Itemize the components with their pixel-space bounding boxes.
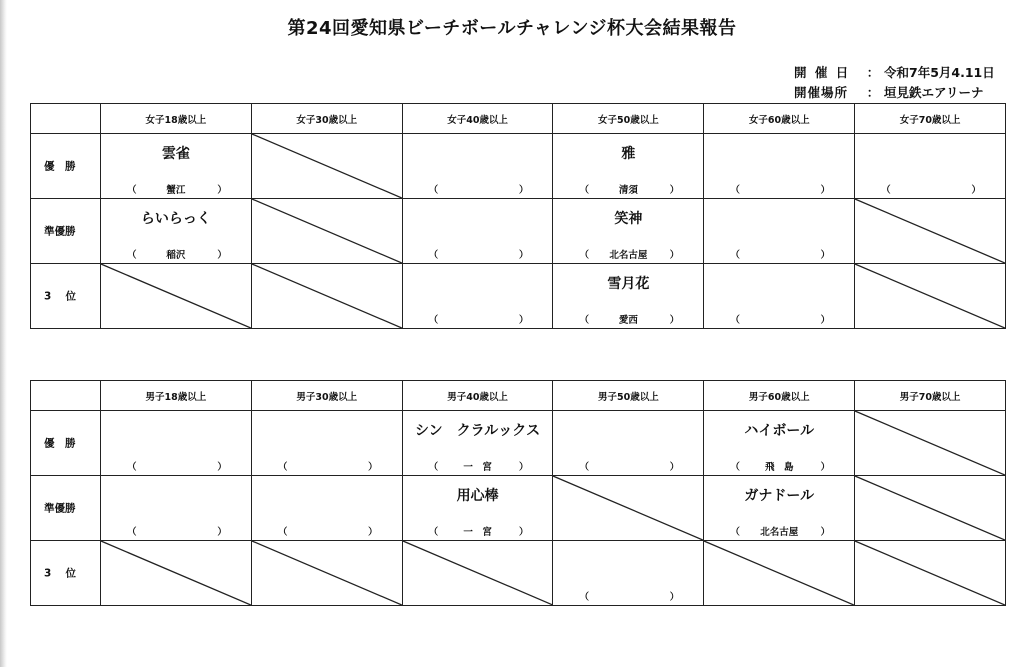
location-text: 清須 (618, 185, 638, 196)
team-name: ハイボール (744, 423, 815, 439)
paren-open: （ (579, 250, 589, 261)
diagonal-strike (403, 541, 553, 605)
empty-result-cell (101, 541, 252, 606)
event-venue-value: 垣見鉄エアリーナ (884, 85, 984, 100)
paren-open: （ (730, 185, 740, 196)
rank-label: 準優勝 (44, 225, 76, 238)
result-cell (402, 476, 553, 541)
team-location (403, 312, 553, 326)
paren-close: ） (217, 250, 227, 261)
team-location (403, 459, 553, 473)
team-location (553, 459, 703, 473)
empty-result-cell (553, 476, 704, 541)
event-date-separator: ： (866, 65, 880, 80)
paren-close: ） (820, 315, 831, 326)
empty-result-cell (855, 476, 1006, 541)
paren-open: （ (730, 250, 740, 261)
diagonal-strike (855, 411, 1005, 475)
empty-result-cell (855, 541, 1006, 606)
rank-label: 優 勝 (44, 437, 76, 450)
result-cell (101, 199, 252, 264)
team-location (101, 247, 251, 261)
paren-close: ） (820, 250, 831, 261)
team-name: らいらっく (140, 211, 211, 227)
team-location (704, 182, 854, 196)
result-cell (704, 411, 855, 476)
team-name: 笑神 (614, 211, 643, 227)
paren-open: （ (881, 185, 891, 196)
team-name: 用心棒 (456, 488, 499, 504)
event-date-value: 令和7年5月4.11日 (884, 65, 995, 80)
women-category-header: 女子40歳以上 (402, 104, 553, 134)
blank-result-cell (553, 411, 704, 476)
team-location (553, 312, 703, 326)
empty-result-cell (704, 541, 855, 606)
men-category-header: 男子30歳以上 (251, 381, 402, 411)
paren-close: ） (518, 462, 529, 473)
location-text: 飛 島 (764, 462, 794, 473)
team-name: 雪月花 (607, 276, 650, 292)
women-result-rows (31, 134, 1006, 329)
paren-open: （ (428, 527, 439, 538)
diagonal-strike (101, 264, 251, 328)
diagonal-line (252, 199, 402, 263)
diagonal-strike (855, 476, 1005, 540)
rank-cell (31, 541, 101, 606)
team-location (403, 182, 553, 196)
empty-result-cell (101, 264, 252, 329)
rank-label: 優 勝 (44, 160, 76, 173)
paren-open: （ (428, 315, 439, 326)
blank-result-cell (251, 411, 402, 476)
paren-open: （ (127, 462, 137, 473)
men-result-row (31, 476, 1006, 541)
team-location (553, 247, 703, 261)
women-results-table (30, 103, 1006, 329)
men-category-header: 男子50歳以上 (553, 381, 704, 411)
team-location (403, 247, 553, 261)
diagonal-line (855, 541, 1005, 605)
blank-result-cell (402, 264, 553, 329)
team-location (101, 182, 251, 196)
paren-open: （ (428, 462, 439, 473)
team-location (252, 459, 402, 473)
women-header-row (31, 104, 1006, 134)
paren-close: ） (217, 185, 227, 196)
paren-open: （ (730, 527, 740, 538)
paren-open: （ (730, 462, 740, 473)
result-cell (402, 411, 553, 476)
diagonal-line (252, 264, 402, 328)
diagonal-strike (252, 199, 402, 263)
paren-open: （ (428, 185, 439, 196)
diagonal-strike (101, 541, 251, 605)
men-result-row (31, 541, 1006, 606)
rank-cell (31, 411, 101, 476)
team-name: 雲雀 (161, 146, 190, 162)
paren-close: ） (820, 185, 831, 196)
paren-close: ） (217, 462, 227, 473)
women-category-header: 女子70歳以上 (855, 104, 1006, 134)
diagonal-strike (252, 134, 402, 198)
page-edge-shadow (0, 0, 7, 667)
empty-result-cell (251, 264, 402, 329)
paren-close: ） (217, 527, 227, 538)
header-corner (31, 381, 101, 411)
rank-cell (31, 264, 101, 329)
blank-result-cell (251, 476, 402, 541)
team-location (704, 247, 854, 261)
paren-close: ） (669, 462, 680, 473)
diagonal-strike (855, 541, 1005, 605)
paren-open: （ (730, 315, 740, 326)
team-name: シン クラルックス (415, 423, 541, 439)
result-cell (101, 134, 252, 199)
paren-open: （ (579, 592, 589, 603)
team-location (704, 459, 854, 473)
team-location (553, 182, 703, 196)
paren-open: （ (579, 462, 589, 473)
event-venue-label: 開催場所 (794, 85, 849, 100)
paren-close: ） (669, 315, 680, 326)
blank-result-cell (402, 199, 553, 264)
paren-close: ） (669, 250, 680, 261)
team-name: 雅 (621, 146, 636, 162)
rank-cell (31, 134, 101, 199)
paren-close: ） (368, 527, 378, 538)
paren-close: ） (669, 185, 680, 196)
women-category-header: 女子50歳以上 (553, 104, 704, 134)
women-result-row (31, 134, 1006, 199)
paren-open: （ (127, 185, 137, 196)
empty-result-cell (402, 541, 553, 606)
team-name: ガナドール (744, 488, 815, 504)
result-cell (553, 264, 704, 329)
men-category-header: 男子60歳以上 (704, 381, 855, 411)
diagonal-line (403, 541, 553, 605)
empty-result-cell (855, 264, 1006, 329)
men-category-header: 男子40歳以上 (402, 381, 553, 411)
paren-open: （ (579, 185, 589, 196)
team-location (101, 459, 251, 473)
diagonal-strike (704, 541, 854, 605)
women-result-row (31, 199, 1006, 264)
women-category-header: 女子30歳以上 (251, 104, 402, 134)
paren-open: （ (428, 250, 439, 261)
paren-open: （ (277, 527, 288, 538)
event-venue-line (794, 83, 984, 101)
rank-label: 準優勝 (44, 502, 76, 515)
paren-open: （ (127, 250, 137, 261)
blank-result-cell (101, 476, 252, 541)
blank-result-cell (101, 411, 252, 476)
event-date-label: 開 催 日 (794, 65, 851, 80)
diagonal-line (855, 199, 1005, 263)
blank-result-cell (704, 199, 855, 264)
location-text: 北名古屋 (609, 250, 648, 261)
diagonal-strike (553, 476, 703, 540)
rank-cell (31, 199, 101, 264)
rank-label: 3 位 (44, 567, 76, 580)
team-location (403, 524, 553, 538)
empty-result-cell (251, 134, 402, 199)
paren-open: （ (277, 462, 288, 473)
paren-close: ） (518, 527, 529, 538)
diagonal-line (252, 134, 402, 198)
result-cell (704, 476, 855, 541)
blank-result-cell (704, 134, 855, 199)
rank-label: 3 位 (44, 290, 76, 303)
diagonal-strike (252, 264, 402, 328)
blank-result-cell (704, 264, 855, 329)
rank-cell (31, 476, 101, 541)
location-text: 愛西 (618, 315, 638, 326)
header-corner (31, 104, 101, 134)
team-location (704, 312, 854, 326)
location-text: 一 宮 (463, 462, 492, 473)
men-result-rows (31, 411, 1006, 606)
paren-close: ） (820, 462, 831, 473)
paren-open: （ (579, 315, 589, 326)
blank-result-cell (553, 541, 704, 606)
diagonal-strike (252, 541, 402, 605)
location-text: 一 宮 (463, 527, 492, 538)
event-date-line (794, 63, 995, 81)
women-category-header: 女子18歳以上 (101, 104, 252, 134)
blank-result-cell (855, 134, 1006, 199)
men-results-table (30, 380, 1006, 606)
men-category-header: 男子18歳以上 (101, 381, 252, 411)
blank-result-cell (402, 134, 553, 199)
paren-close: ） (669, 592, 680, 603)
result-cell (553, 134, 704, 199)
paren-close: ） (971, 185, 981, 196)
location-text: 稲沢 (166, 250, 186, 261)
diagonal-line (553, 476, 703, 540)
team-location (101, 524, 251, 538)
paren-close: ） (820, 527, 831, 538)
paren-close: ） (518, 185, 529, 196)
team-location (553, 589, 703, 603)
diagonal-line (704, 541, 854, 605)
diagonal-strike (855, 264, 1005, 328)
diagonal-line (101, 264, 251, 328)
event-venue-separator: ： (866, 85, 880, 100)
diagonal-line (855, 411, 1005, 475)
team-location (704, 524, 854, 538)
page-title: 第24回愛知県ビーチボールチャレンジ杯大会結果報告 (287, 18, 737, 39)
paren-close: ） (518, 315, 529, 326)
diagonal-line (252, 541, 402, 605)
empty-result-cell (855, 199, 1006, 264)
diagonal-line (101, 541, 251, 605)
men-category-header: 男子70歳以上 (855, 381, 1006, 411)
women-category-header: 女子60歳以上 (704, 104, 855, 134)
team-location (252, 524, 402, 538)
men-header-row (31, 381, 1006, 411)
diagonal-line (855, 476, 1005, 540)
location-text: 蟹江 (166, 185, 186, 196)
team-location (855, 182, 1005, 196)
diagonal-line (855, 264, 1005, 328)
men-result-row (31, 411, 1006, 476)
location-text: 北名古屋 (760, 527, 799, 538)
women-result-row (31, 264, 1006, 329)
empty-result-cell (251, 541, 402, 606)
empty-result-cell (251, 199, 402, 264)
paren-close: ） (368, 462, 378, 473)
result-cell (553, 199, 704, 264)
diagonal-strike (855, 199, 1005, 263)
paren-open: （ (127, 527, 137, 538)
empty-result-cell (855, 411, 1006, 476)
paren-close: ） (518, 250, 529, 261)
